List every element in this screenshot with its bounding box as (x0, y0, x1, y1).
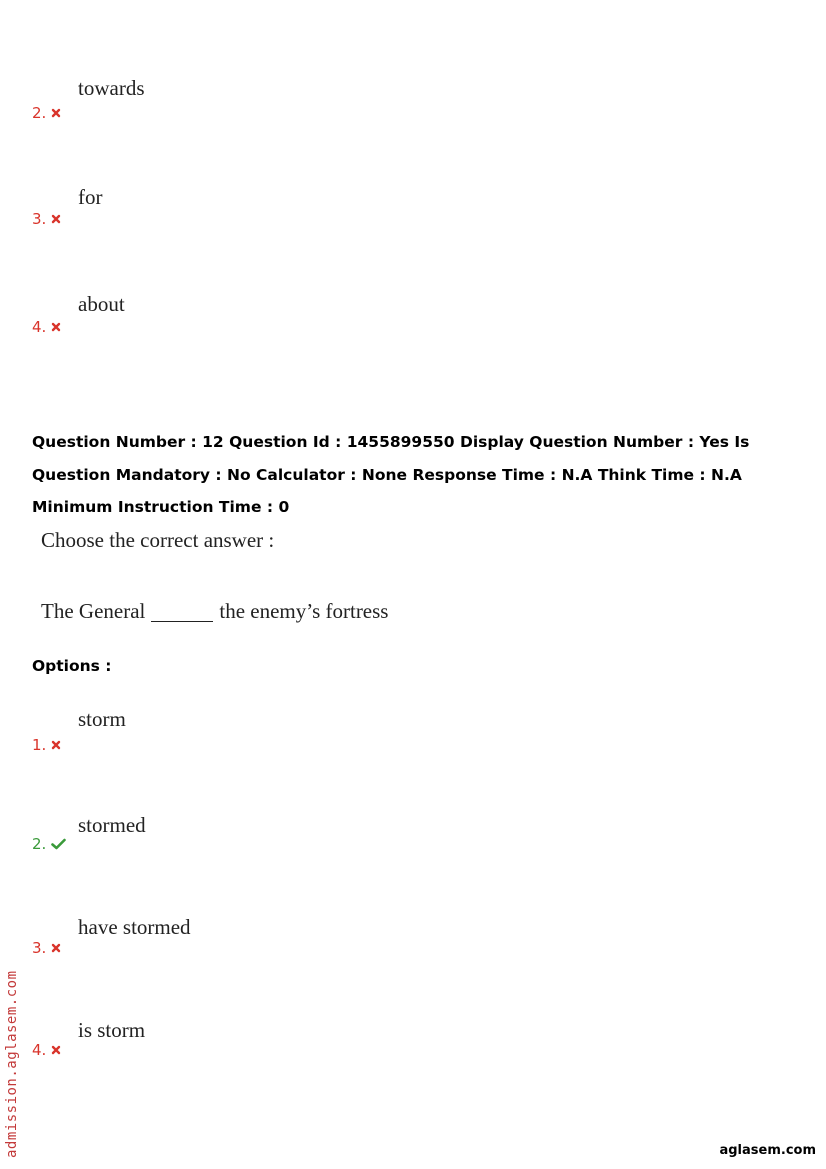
check-icon (50, 838, 66, 850)
option-number-label: 2. (32, 835, 47, 853)
option-number (32, 104, 62, 122)
option-text: stormed (78, 813, 146, 837)
options-label: Options : (32, 657, 112, 675)
option-number (32, 318, 62, 336)
option-text: for (78, 185, 103, 209)
option-number-label: 4. (32, 1041, 47, 1059)
option-text: storm (78, 707, 126, 731)
site-watermark: admission.aglasem.com (4, 970, 20, 1158)
option-number (32, 210, 62, 228)
question-instruction: Choose the correct answer : (41, 528, 275, 552)
option-text: have stormed (78, 915, 191, 939)
cross-icon (50, 107, 62, 119)
footer-brand: aglasem.com (719, 1143, 816, 1158)
answer-blank (151, 620, 213, 622)
option-number (32, 1041, 62, 1059)
option-text: towards (78, 76, 145, 100)
option-number (32, 939, 62, 957)
option-text: about (78, 292, 125, 316)
sentence-before-blank: The General (41, 599, 146, 623)
option-number (32, 835, 66, 853)
option-text: is storm (78, 1018, 146, 1042)
cross-icon (50, 321, 62, 333)
option-number-label: 3. (32, 210, 47, 228)
cross-icon (50, 1044, 62, 1056)
cross-icon (50, 739, 62, 751)
question-metadata: Question Number : 12 Question Id : 1455899550 Display Question Number : Yes Is Question Mandatory : No Calculator : None Response Time : N.A Think Time : N.A Minimum Instruction Time : 0 (32, 433, 750, 516)
option-number-label: 3. (32, 939, 47, 957)
sentence-after-blank: the enemy’s fortress (219, 599, 389, 623)
option-number-label: 4. (32, 318, 47, 336)
cross-icon (50, 942, 62, 954)
option-number (32, 736, 62, 754)
question-sentence (41, 599, 388, 624)
cross-icon (50, 213, 62, 225)
option-number-label: 2. (32, 104, 47, 122)
option-number-label: 1. (32, 736, 47, 754)
